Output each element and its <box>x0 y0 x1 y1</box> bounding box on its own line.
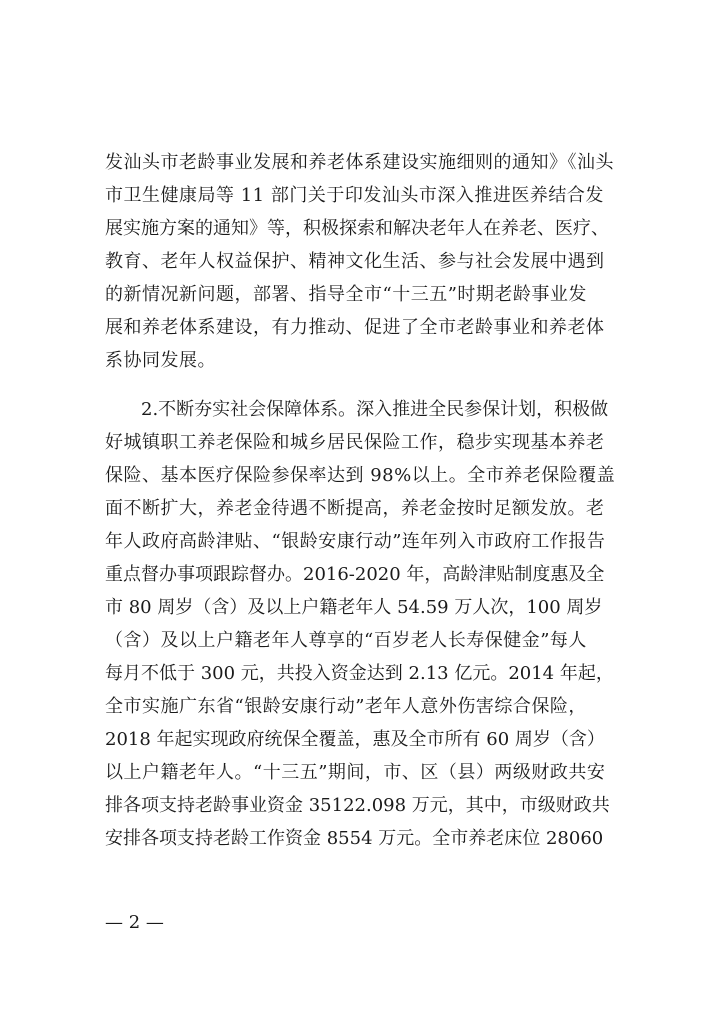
text-line: 好城镇职工养老保险和城乡居民保险工作，稳步实现基本养老 <box>105 432 605 453</box>
text-line: 全市实施广东省“银龄安康行动”老年人意外伤害综合保险， <box>105 696 587 717</box>
text-line: （含）及以上户籍老年人尊享的“百岁老人长寿保健金”每人 <box>105 630 587 651</box>
text-line: 2018 年起实现政府统保全覆盖，惠及全市所有 60 周岁（含） <box>105 729 605 750</box>
text-line: 保险、基本医疗保险参保率达到 98%以上。全市养老保险覆盖 <box>105 465 616 486</box>
text-line: 的新情况新问题，部署、指导全市“十三五”时期老龄事业发 <box>105 284 587 305</box>
text-line: 重点督办事项跟踪督办。2016-2020 年，高龄津贴制度惠及全 <box>105 564 605 585</box>
text-line: 2.不断夯实社会保障体系。深入推进全民参保计划，积极做 <box>105 399 609 420</box>
text-line: 展和养老体系建设，有力推动、促进了全市老龄事业和养老体 <box>105 317 605 338</box>
text-line: 安排各项支持老龄工作资金 8554 万元。全市养老床位 28060 <box>105 828 604 849</box>
text-line: 以上户籍老年人。“十三五”期间，市、区（县）两级财政共安 <box>105 762 606 783</box>
text-line: 年人政府高龄津贴、“银龄安康行动”连年列入市政府工作报告 <box>105 531 606 552</box>
text-line: 展实施方案的通知》等，积极探索和解决老年人在养老、医疗、 <box>105 218 609 239</box>
text-line: 面不断扩大，养老金待遇不断提高，养老金按时足额发放。老 <box>105 498 605 519</box>
text-line: 排各项支持老龄事业资金 35122.098 万元，其中，市级财政共 <box>105 795 610 816</box>
page-number: — 2 — <box>105 912 164 933</box>
text-line: 发汕头市老龄事业发展和养老体系建设实施细则的通知》《汕头 <box>105 152 614 173</box>
text-line: 市 80 周岁（含）及以上户籍老年人 54.59 万人次，100 周岁 <box>105 597 603 618</box>
text-line: 教育、老年人权益保护、精神文化生活、参与社会发展中遇到 <box>105 251 605 272</box>
text-line: 每月不低于 300 元，共投入资金达到 2.13 亿元。2014 年起， <box>105 663 614 684</box>
text-line: 系协同发展。 <box>105 350 216 371</box>
text-line: 市卫生健康局等 11 部门关于印发汕头市深入推进医养结合发 <box>105 185 604 206</box>
